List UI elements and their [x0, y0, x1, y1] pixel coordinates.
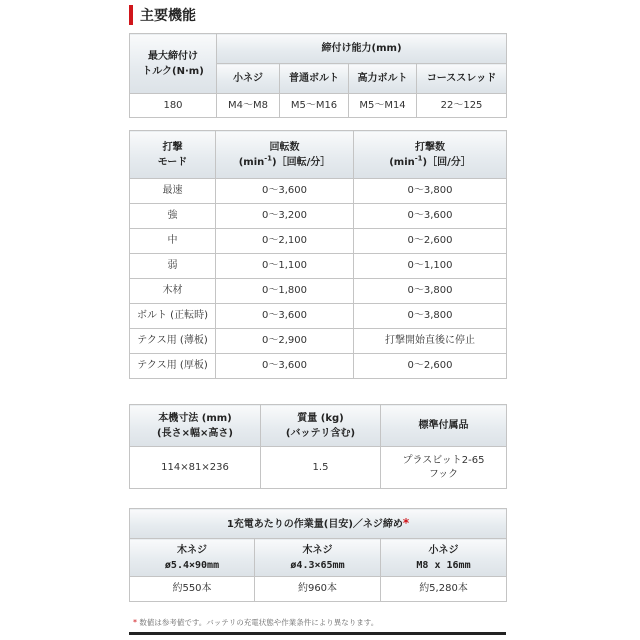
- col-normal-bolt: 普通ボルト: [280, 64, 349, 94]
- accessories-header: 標準付属品: [381, 405, 507, 447]
- rpm-cell: 0〜3,600: [216, 354, 354, 379]
- rpm-cell: 0〜1,800: [216, 279, 354, 304]
- rpm-cell: 0〜3,200: [216, 204, 354, 229]
- footnote: [133, 617, 378, 628]
- rpm-cell: 0〜3,600: [216, 304, 354, 329]
- table-row: [130, 304, 507, 329]
- mode-cell: 木材: [130, 279, 216, 304]
- heading-accent-bar: [129, 5, 133, 25]
- coarse-thread-value: 22〜125: [417, 94, 507, 118]
- impact-rate-header: 打撃数 $(\min^{-1})[$回/分］: [354, 131, 507, 179]
- bottom-divider: [129, 632, 506, 635]
- table-row: [130, 254, 507, 279]
- col-coarse-thread: コーススレッド: [417, 64, 507, 94]
- impact-rate-cell: 0〜3,800: [354, 279, 507, 304]
- wood-screw-54-count: 約550本: [130, 577, 255, 602]
- machine-screw-header: 小ネジ M8 x 16mm: [381, 539, 507, 577]
- table-row: [130, 204, 507, 229]
- torque-value: 180: [130, 94, 217, 118]
- impact-rate-cell: 0〜3,600: [354, 204, 507, 229]
- impact-rate-cell: 0〜2,600: [354, 229, 507, 254]
- impact-rate-cell: 0〜3,800: [354, 179, 507, 204]
- capacity-header: 締付け能力(mm): [217, 34, 507, 64]
- high-tension-bolt-value: M5〜M14: [349, 94, 417, 118]
- mass-header: 質量 (kg) (バッテリ含む): [261, 405, 381, 447]
- col-high-tension-bolt: 高力ボルト: [349, 64, 417, 94]
- capacity-table: [129, 33, 507, 118]
- table-row: [130, 179, 507, 204]
- mode-cell: テクス用 (厚板): [130, 354, 216, 379]
- normal-bolt-value: M5〜M16: [280, 94, 349, 118]
- rpm-cell: 0〜2,900: [216, 329, 354, 354]
- table-row: [130, 279, 507, 304]
- work-per-charge-table: [129, 508, 507, 602]
- impact-mode-table: [129, 130, 507, 379]
- mode-cell: ボルト (正転時): [130, 304, 216, 329]
- rpm-cell: 0〜1,100: [216, 254, 354, 279]
- wood-screw-43-count: 約960本: [255, 577, 381, 602]
- section-title: 主要機能: [140, 8, 196, 24]
- asterisk-mark: *: [402, 515, 410, 530]
- mode-cell: 弱: [130, 254, 216, 279]
- rpm-header: 回転数 $(\min^{-1})[$回転/分］: [216, 131, 354, 179]
- mode-cell: 強: [130, 204, 216, 229]
- wood-screw-43-header: 木ネジ ø4.3×65mm: [255, 539, 381, 577]
- rpm-cell: 0〜3,600: [216, 179, 354, 204]
- table-row: [130, 229, 507, 254]
- impact-rate-cell: 0〜2,600: [354, 354, 507, 379]
- mode-cell: 中: [130, 229, 216, 254]
- footnote-asterisk: *: [133, 618, 137, 627]
- impact-rate-cell: 打撃開始直後に停止: [354, 329, 507, 354]
- dimensions-header: 本機寸法 (mm) (長さ×幅×高さ): [130, 405, 261, 447]
- specs-table: [129, 404, 507, 489]
- wood-screw-54-header: 木ネジ ø5.4×90mm: [130, 539, 255, 577]
- table-row: [130, 354, 507, 379]
- machine-screw-count: 約5,280本: [381, 577, 507, 602]
- footnote-text: 数値は参考値です。バッテリの充電状態や作業条件により異なります。: [139, 618, 379, 627]
- mode-cell: 最速: [130, 179, 216, 204]
- rpm-cell: 0〜2,100: [216, 229, 354, 254]
- small-screw-value: M4〜M8: [217, 94, 280, 118]
- section-heading: [129, 5, 196, 25]
- work-per-charge-title: 1充電あたりの作業量(目安)／ネジ締め*: [130, 509, 507, 539]
- table-row: [130, 329, 507, 354]
- accessories-value: プラスビット2-65 フック: [381, 447, 507, 489]
- mode-header: 打撃 モード: [130, 131, 216, 179]
- dimensions-value: 114×81×236: [130, 447, 261, 489]
- mode-cell: テクス用 (薄板): [130, 329, 216, 354]
- impact-rate-cell: 0〜3,800: [354, 304, 507, 329]
- impact-rate-cell: 0〜1,100: [354, 254, 507, 279]
- col-small-screw: 小ネジ: [217, 64, 280, 94]
- mass-value: 1.5: [261, 447, 381, 489]
- torque-header: 最大締付け トルク(N·m): [130, 34, 217, 94]
